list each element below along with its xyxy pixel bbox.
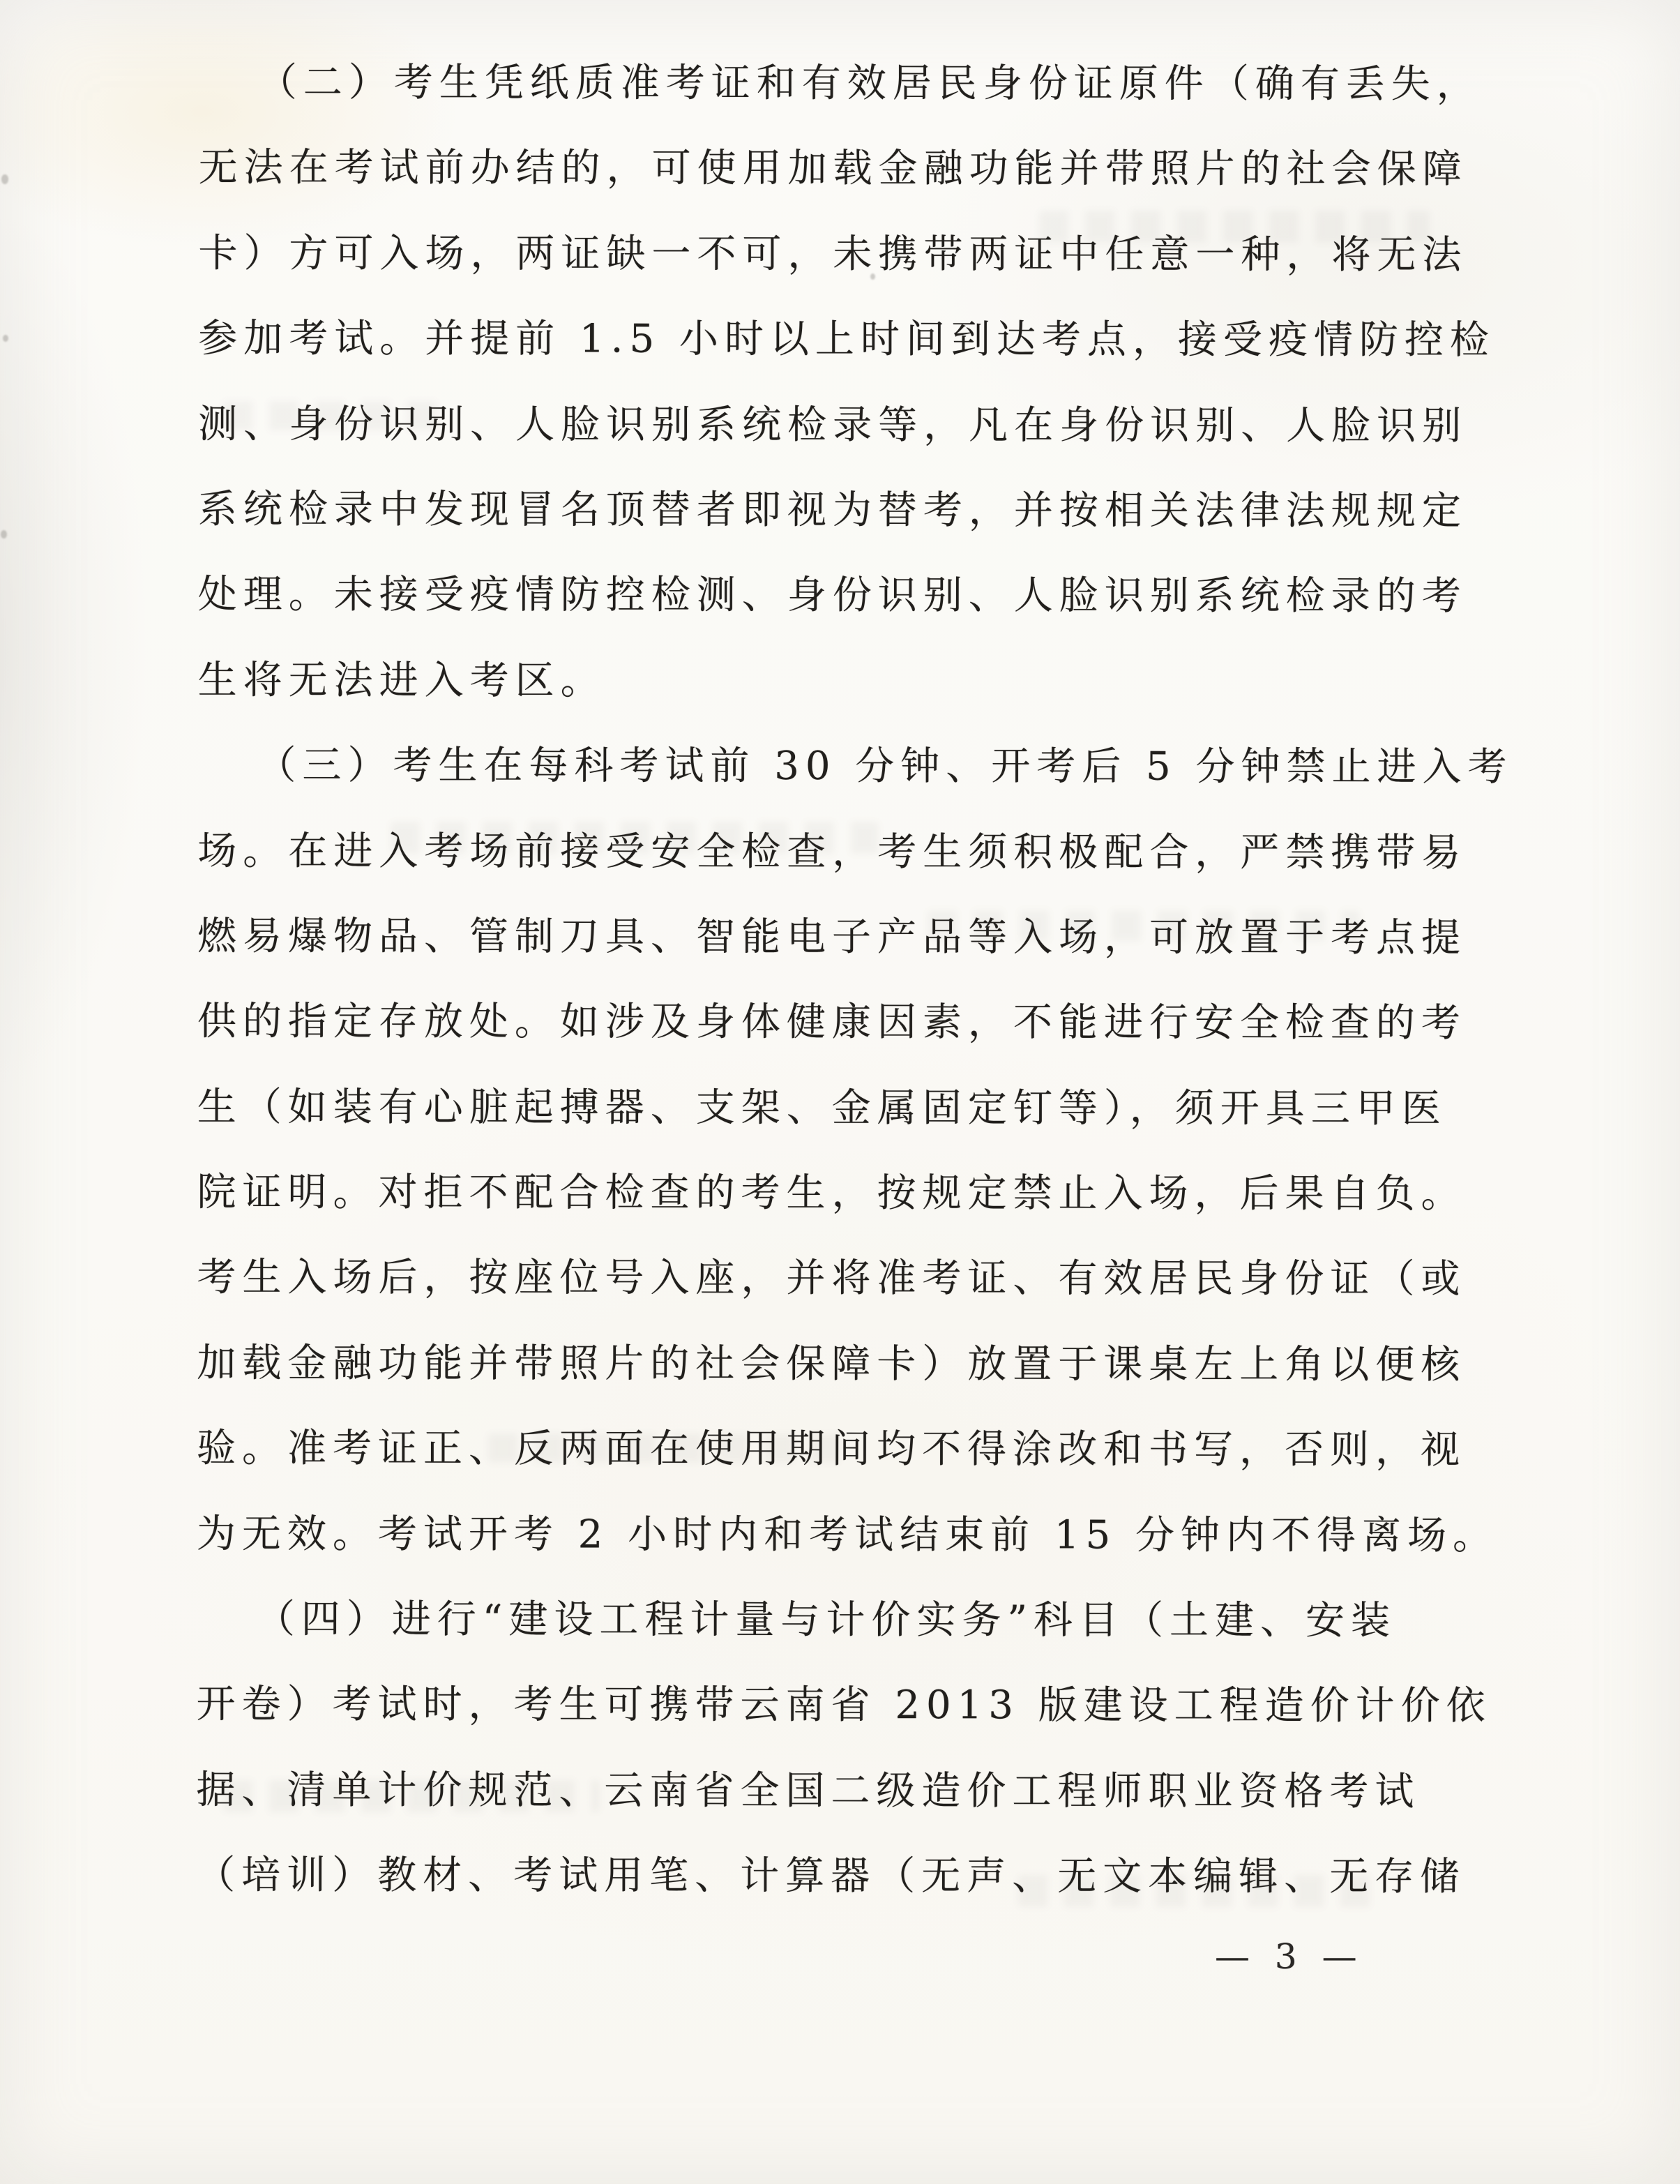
text-line: 据、清单计价规范、云南省全国二级造价工程师职业资格考试	[196, 1767, 1421, 1814]
text-line: 开卷）考试时，考生可携带云南省 2013 版建设工程造价计价依	[196, 1682, 1492, 1729]
text-line: 为无效。考试开考 2 小时内和考试结束前 15 分钟内不得离场。	[196, 1511, 1499, 1558]
text-line: 验。准考证正、反两面在使用期间均不得涂改和书写，否则，视	[197, 1425, 1467, 1473]
scan-speck-artifact	[1, 174, 8, 184]
text-line: 院证明。对拒不配合检查的考生，按规定禁止入场，后果自负。	[197, 1169, 1467, 1217]
text-line: 场。在进入考场前接受安全检查，考生须积极配合，严禁携带易	[197, 828, 1467, 875]
text-line: 处理。未接受疫情防控检测、身份识别、人脸识别系统检录的考	[197, 572, 1467, 619]
text-line: 加载金融功能并带照片的社会保障卡）放置于课桌左上角以便核	[197, 1340, 1467, 1388]
scan-speck-artifact	[1, 530, 7, 539]
text-line: 参加考试。并提前 1.5 小时以上时间到达考点，接受疫情防控检	[198, 315, 1495, 363]
text-line: （三）考生在每科考试前 30 分钟、开考后 5 分钟禁止进入考	[257, 742, 1513, 790]
text-line: （四）进行“建设工程计量与计价实务”科目（土建、安装	[255, 1596, 1397, 1644]
text-line: （二）考生凭纸质准考证和有效居民身份证原件（确有丢失，	[257, 59, 1482, 107]
text-line: 燃易爆物品、管制刀具、智能电子产品等入场，可放置于考点提	[197, 913, 1467, 961]
text-line: 测、身份识别、人脸识别系统检录等，凡在身份识别、人脸识别	[198, 401, 1468, 449]
text-line: （培训）教材、考试用笔、计算器（无声、无文本编辑、无存储	[196, 1852, 1466, 1900]
text-line: 供的指定存放处。如涉及身体健康因素，不能进行安全检查的考	[197, 999, 1467, 1046]
text-line: 卡）方可入场，两证缺一不可，未携带两证中任意一种，将无法	[198, 230, 1468, 278]
page-number: — 3 —	[1215, 1936, 1364, 1977]
document-body	[196, 40, 1513, 1920]
text-line: 生（如装有心脏起搏器、支架、金属固定钉等），须开具三甲医	[197, 1084, 1447, 1131]
text-line: 考生入场后，按座位号入座，并将准考证、有效居民身份证（或	[197, 1255, 1467, 1302]
scan-speck-artifact	[3, 335, 8, 342]
text-line: 系统检录中发现冒名顶替者即视为替考，并按相关法律法规规定	[197, 486, 1467, 534]
text-line: 生将无法进入考区。	[197, 657, 606, 704]
text-line: 无法在考试前办结的，可使用加载金融功能并带照片的社会保障	[198, 145, 1468, 193]
